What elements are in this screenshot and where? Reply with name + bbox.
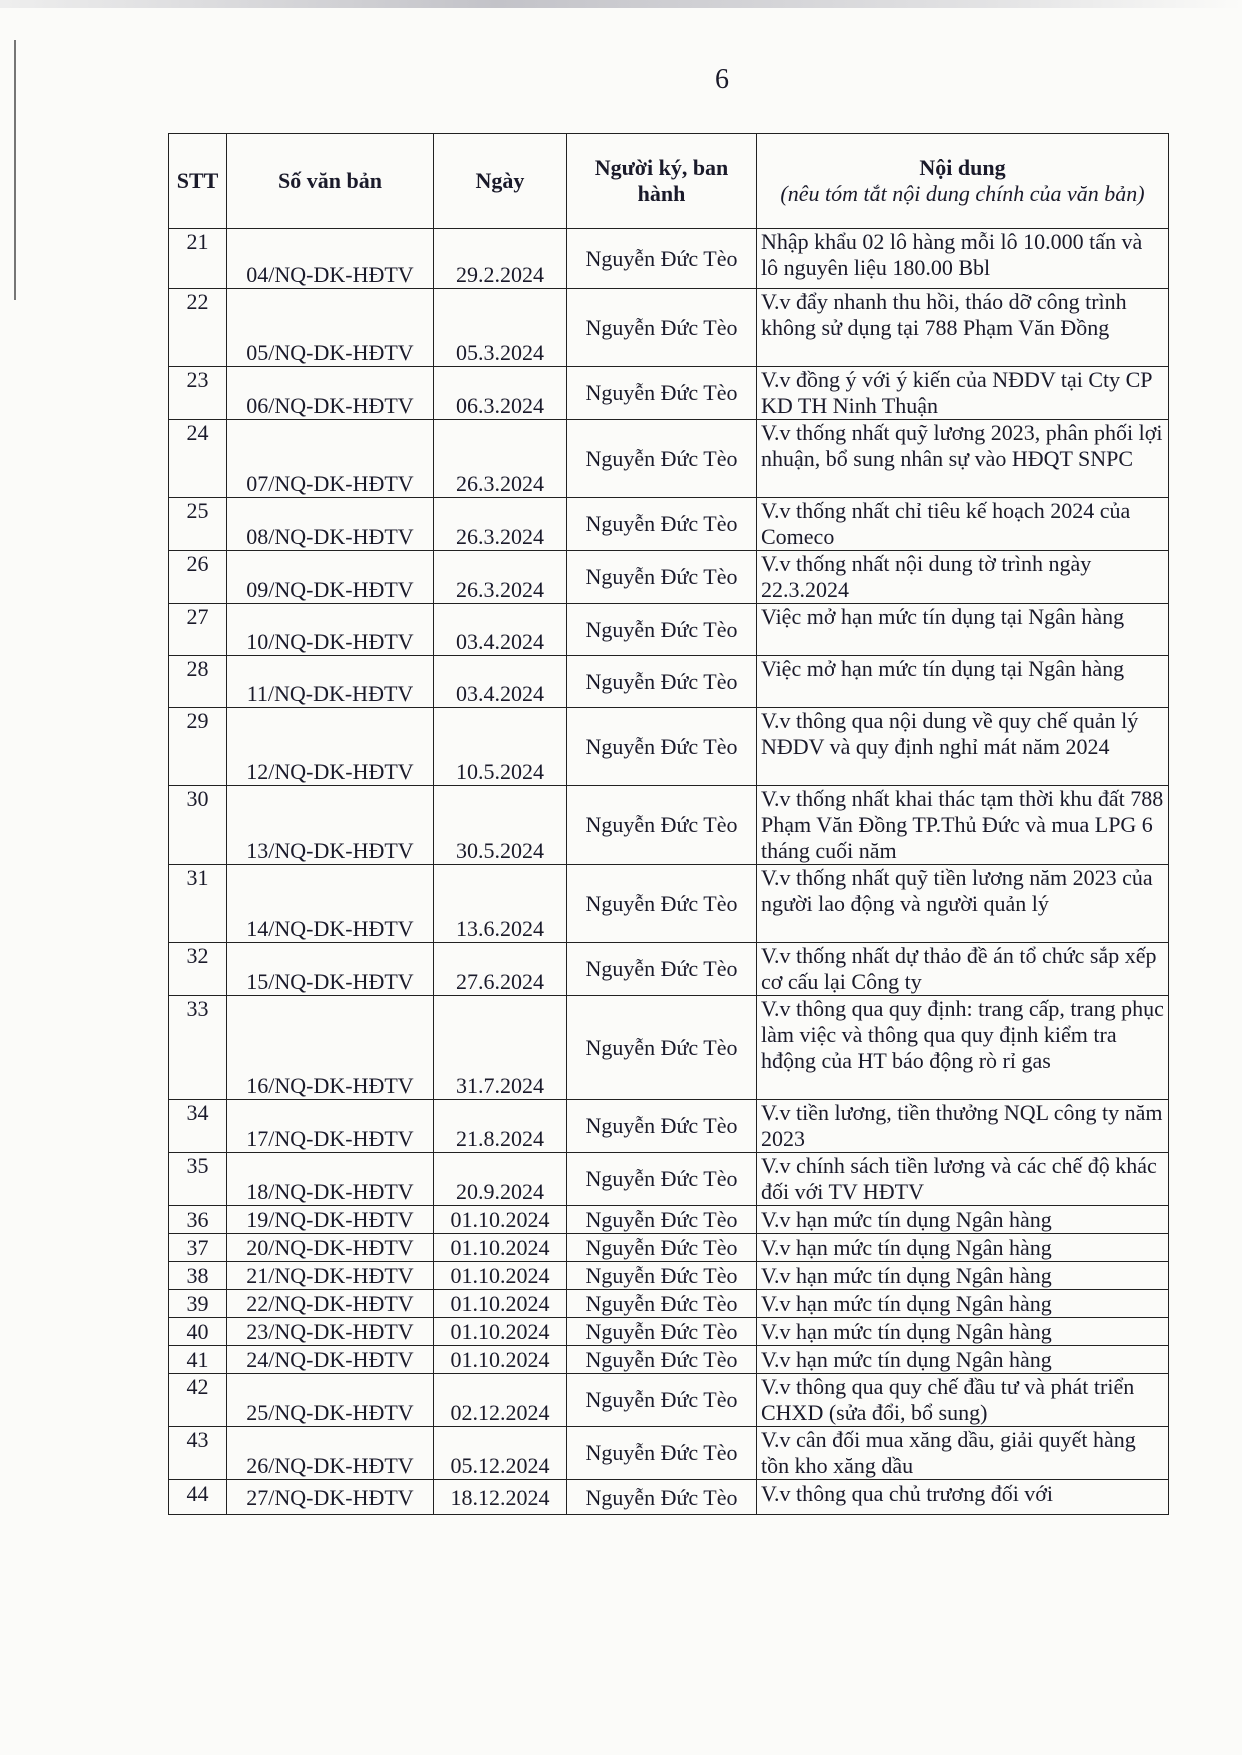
row-signer: Nguyễn Đức Tèo: [567, 1427, 757, 1480]
row-date: 31.7.2024: [434, 996, 567, 1100]
row-signer: Nguyễn Đức Tèo: [567, 1290, 757, 1318]
row-content: V.v thống nhất dự thảo đề án tổ chức sắp xếp cơ cấu lại Công ty: [757, 943, 1169, 996]
row-content: V.v thông qua chủ trương đối với: [757, 1480, 1169, 1515]
row-date: 05.12.2024: [434, 1427, 567, 1480]
row-date: 26.3.2024: [434, 498, 567, 551]
row-date: 01.10.2024: [434, 1346, 567, 1374]
row-date: 26.3.2024: [434, 420, 567, 498]
row-content: V.v hạn mức tín dụng Ngân hàng: [757, 1262, 1169, 1290]
row-stt: 21: [169, 229, 227, 289]
row-doc-number: 10/NQ-DK-HĐTV: [227, 604, 434, 656]
table-row: [169, 996, 1169, 1100]
row-stt: 43: [169, 1427, 227, 1480]
row-signer: Nguyễn Đức Tèo: [567, 1153, 757, 1206]
table-row: [169, 289, 1169, 367]
row-doc-number: 07/NQ-DK-HĐTV: [227, 420, 434, 498]
header-stt: STT: [169, 134, 227, 229]
row-signer: Nguyễn Đức Tèo: [567, 604, 757, 656]
row-stt: 36: [169, 1206, 227, 1234]
row-stt: 34: [169, 1100, 227, 1153]
row-doc-number: 14/NQ-DK-HĐTV: [227, 865, 434, 943]
row-date: 03.4.2024: [434, 604, 567, 656]
table-row: [169, 1346, 1169, 1374]
row-stt: 35: [169, 1153, 227, 1206]
row-stt: 38: [169, 1262, 227, 1290]
row-signer: Nguyễn Đức Tèo: [567, 1234, 757, 1262]
row-date: 30.5.2024: [434, 786, 567, 865]
row-doc-number: 21/NQ-DK-HĐTV: [227, 1262, 434, 1290]
row-stt: 24: [169, 420, 227, 498]
row-signer: Nguyễn Đức Tèo: [567, 229, 757, 289]
row-signer: Nguyễn Đức Tèo: [567, 996, 757, 1100]
row-stt: 41: [169, 1346, 227, 1374]
row-signer: Nguyễn Đức Tèo: [567, 1480, 757, 1515]
row-doc-number: 20/NQ-DK-HĐTV: [227, 1234, 434, 1262]
header-content-note: (nêu tóm tắt nội dung chính của văn bản): [780, 181, 1145, 206]
row-signer: Nguyễn Đức Tèo: [567, 1374, 757, 1427]
row-date: 21.8.2024: [434, 1100, 567, 1153]
row-content: Việc mở hạn mức tín dụng tại Ngân hàng: [757, 604, 1169, 656]
row-signer: Nguyễn Đức Tèo: [567, 1100, 757, 1153]
row-content: V.v thông qua nội dung về quy chế quản lý NĐDV và quy định nghỉ mát năm 2024: [757, 708, 1169, 786]
row-content: V.v thống nhất quỹ lương 2023, phân phối lợi nhuận, bổ sung nhân sự vào HĐQT SNPC: [757, 420, 1169, 498]
row-signer: Nguyễn Đức Tèo: [567, 551, 757, 604]
row-content: V.v thông qua quy định: trang cấp, trang phục làm việc và thông qua quy định kiểm tra hđộng của HT báo động rò rỉ gas: [757, 996, 1169, 1100]
header-doc-number: Số văn bản: [227, 134, 434, 229]
table-row: [169, 1290, 1169, 1318]
row-date: 01.10.2024: [434, 1290, 567, 1318]
row-content: V.v hạn mức tín dụng Ngân hàng: [757, 1234, 1169, 1262]
table-row: [169, 865, 1169, 943]
header-date: Ngày: [434, 134, 567, 229]
row-stt: 29: [169, 708, 227, 786]
row-content: Việc mở hạn mức tín dụng tại Ngân hàng: [757, 656, 1169, 708]
row-content: V.v thống nhất nội dung tờ trình ngày 22.3.2024: [757, 551, 1169, 604]
row-date: 10.5.2024: [434, 708, 567, 786]
table-row: [169, 1262, 1169, 1290]
table-row: [169, 786, 1169, 865]
table-row: [169, 1100, 1169, 1153]
row-doc-number: 04/NQ-DK-HĐTV: [227, 229, 434, 289]
row-date: 06.3.2024: [434, 367, 567, 420]
row-stt: 22: [169, 289, 227, 367]
row-doc-number: 13/NQ-DK-HĐTV: [227, 786, 434, 865]
row-date: 01.10.2024: [434, 1318, 567, 1346]
row-content: Nhập khẩu 02 lô hàng mỗi lô 10.000 tấn và lô nguyên liệu 180.00 Bbl: [757, 229, 1169, 289]
table-row: [169, 367, 1169, 420]
table-row: [169, 1318, 1169, 1346]
page-number: 6: [715, 64, 729, 95]
row-signer: Nguyễn Đức Tèo: [567, 367, 757, 420]
row-date: 01.10.2024: [434, 1206, 567, 1234]
row-stt: 33: [169, 996, 227, 1100]
table-row: [169, 1206, 1169, 1234]
row-doc-number: 22/NQ-DK-HĐTV: [227, 1290, 434, 1318]
row-date: 20.9.2024: [434, 1153, 567, 1206]
row-stt: 44: [169, 1480, 227, 1515]
row-signer: Nguyễn Đức Tèo: [567, 1262, 757, 1290]
row-doc-number: 09/NQ-DK-HĐTV: [227, 551, 434, 604]
row-signer: Nguyễn Đức Tèo: [567, 865, 757, 943]
row-doc-number: 11/NQ-DK-HĐTV: [227, 656, 434, 708]
table-row: [169, 229, 1169, 289]
row-stt: 32: [169, 943, 227, 996]
scan-margin-line: [14, 40, 16, 300]
row-date: 29.2.2024: [434, 229, 567, 289]
table-row: [169, 604, 1169, 656]
row-content: V.v thông qua quy chế đầu tư và phát triển CHXD (sửa đổi, bổ sung): [757, 1374, 1169, 1427]
table-header-row: [169, 134, 1169, 229]
row-content: V.v đồng ý với ý kiến của NĐDV tại Cty CP KD TH Ninh Thuận: [757, 367, 1169, 420]
row-signer: Nguyễn Đức Tèo: [567, 1206, 757, 1234]
row-date: 13.6.2024: [434, 865, 567, 943]
row-stt: 31: [169, 865, 227, 943]
row-signer: Nguyễn Đức Tèo: [567, 708, 757, 786]
row-stt: 26: [169, 551, 227, 604]
row-stt: 28: [169, 656, 227, 708]
row-doc-number: 05/NQ-DK-HĐTV: [227, 289, 434, 367]
row-signer: Nguyễn Đức Tèo: [567, 420, 757, 498]
table-row: [169, 1234, 1169, 1262]
scan-edge-shadow: [0, 0, 1242, 8]
header-signer: Người ký, ban hành: [567, 134, 757, 229]
row-doc-number: 16/NQ-DK-HĐTV: [227, 996, 434, 1100]
row-signer: Nguyễn Đức Tèo: [567, 289, 757, 367]
table-row: [169, 1480, 1169, 1515]
row-date: 26.3.2024: [434, 551, 567, 604]
row-date: 03.4.2024: [434, 656, 567, 708]
row-stt: 23: [169, 367, 227, 420]
row-stt: 40: [169, 1318, 227, 1346]
table-row: [169, 1427, 1169, 1480]
row-doc-number: 26/NQ-DK-HĐTV: [227, 1427, 434, 1480]
row-doc-number: 27/NQ-DK-HĐTV: [227, 1480, 434, 1515]
row-date: 02.12.2024: [434, 1374, 567, 1427]
row-content: V.v cân đối mua xăng dầu, giải quyết hàng tồn kho xăng dầu: [757, 1427, 1169, 1480]
row-date: 05.3.2024: [434, 289, 567, 367]
header-content: [757, 134, 1169, 229]
row-stt: 27: [169, 604, 227, 656]
row-doc-number: 23/NQ-DK-HĐTV: [227, 1318, 434, 1346]
row-content: V.v hạn mức tín dụng Ngân hàng: [757, 1290, 1169, 1318]
row-date: 01.10.2024: [434, 1234, 567, 1262]
row-doc-number: 17/NQ-DK-HĐTV: [227, 1100, 434, 1153]
table-row: [169, 1374, 1169, 1427]
row-signer: Nguyễn Đức Tèo: [567, 1346, 757, 1374]
row-doc-number: 15/NQ-DK-HĐTV: [227, 943, 434, 996]
resolutions-table: [168, 133, 1169, 1515]
table-row: [169, 551, 1169, 604]
row-stt: 42: [169, 1374, 227, 1427]
row-content: V.v hạn mức tín dụng Ngân hàng: [757, 1346, 1169, 1374]
row-content: V.v hạn mức tín dụng Ngân hàng: [757, 1318, 1169, 1346]
table-row: [169, 708, 1169, 786]
table-row: [169, 656, 1169, 708]
row-content: V.v thống nhất chỉ tiêu kế hoạch 2024 của Comeco: [757, 498, 1169, 551]
row-content: V.v tiền lương, tiền thưởng NQL công ty năm 2023: [757, 1100, 1169, 1153]
row-content: V.v chính sách tiền lương và các chế độ khác đối với TV HĐTV: [757, 1153, 1169, 1206]
row-date: 01.10.2024: [434, 1262, 567, 1290]
row-signer: Nguyễn Đức Tèo: [567, 943, 757, 996]
row-content: V.v thống nhất khai thác tạm thời khu đất 788 Phạm Văn Đồng TP.Thủ Đức và mua LPG 6 tháng cuối năm: [757, 786, 1169, 865]
row-stt: 39: [169, 1290, 227, 1318]
row-content: V.v hạn mức tín dụng Ngân hàng: [757, 1206, 1169, 1234]
table-row: [169, 498, 1169, 551]
row-doc-number: 25/NQ-DK-HĐTV: [227, 1374, 434, 1427]
row-stt: 25: [169, 498, 227, 551]
header-content-title: Nội dung: [919, 155, 1006, 180]
row-content: V.v thống nhất quỹ tiền lương năm 2023 của người lao động và người quản lý: [757, 865, 1169, 943]
row-doc-number: 08/NQ-DK-HĐTV: [227, 498, 434, 551]
table-row: [169, 420, 1169, 498]
row-signer: Nguyễn Đức Tèo: [567, 656, 757, 708]
row-stt: 37: [169, 1234, 227, 1262]
table-row: [169, 943, 1169, 996]
row-doc-number: 19/NQ-DK-HĐTV: [227, 1206, 434, 1234]
row-doc-number: 24/NQ-DK-HĐTV: [227, 1346, 434, 1374]
row-stt: 30: [169, 786, 227, 865]
row-date: 18.12.2024: [434, 1480, 567, 1515]
row-doc-number: 06/NQ-DK-HĐTV: [227, 367, 434, 420]
row-content: V.v đẩy nhanh thu hồi, tháo dỡ công trình không sử dụng tại 788 Phạm Văn Đồng: [757, 289, 1169, 367]
table-row: [169, 1153, 1169, 1206]
row-doc-number: 18/NQ-DK-HĐTV: [227, 1153, 434, 1206]
row-doc-number: 12/NQ-DK-HĐTV: [227, 708, 434, 786]
row-date: 27.6.2024: [434, 943, 567, 996]
row-signer: Nguyễn Đức Tèo: [567, 498, 757, 551]
row-signer: Nguyễn Đức Tèo: [567, 786, 757, 865]
row-signer: Nguyễn Đức Tèo: [567, 1318, 757, 1346]
